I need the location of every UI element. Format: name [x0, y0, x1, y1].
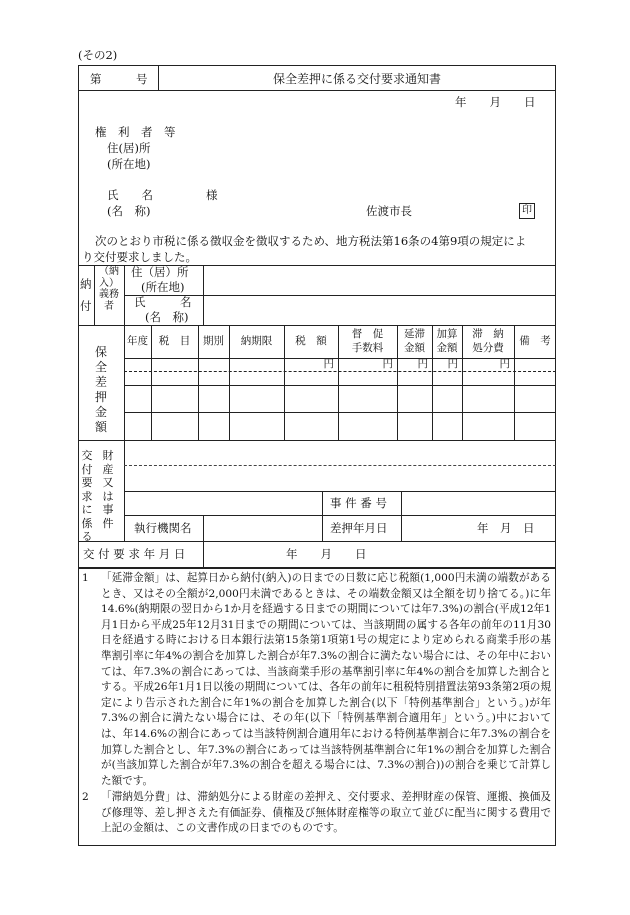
sender-name: 佐渡市長: [366, 204, 412, 218]
request-date-value: 年 月 日: [286, 547, 367, 561]
addressee-name-label: 氏 名: [107, 188, 153, 202]
col-dispo-2: 処分費: [472, 342, 504, 354]
intro-line-2: り交付要求しました。: [82, 250, 197, 264]
note-1-text: 「延滞金額」は、起算日から納付(納入)の日までの日数に応じ税額(1,000円未満の端数があるとき、又はその全額が2,000円未満であるときは、その端数金額又は全額を切り捨てる。)に年14.6%(納期限の翌日から1か月を経過する日までの期間については年7.3%)の割合(平成12年1月1日から平成25年12月31日までの期間については、当該期間の属する各年の前年の11月30日を経過する時における日本銀行法第15条第1項第1号の規定により定められる商業手形の基準割引率に年4%の割合を加算した割合が年7.3%の割合に満たない場合には、その年中においては、年7.3%の割合にあっては、当該商業手形の基準割引率に年4%の割合を加算した割合とする。平成26年1月1日以後の期間については、各年の前年に租税特別措置法第93条第2項の規定により告示された割合に年1%の割合を加算した割合(以下「特例基準割合」という。)が年7.3%の割合に満たない場合には、その年(以下「特例基準割合適用年」という。)中においては、年14.6%の割合にあっては当該特例割合適用年における特例基準割合に年7.3%の割合を加算した割合とし、年7.3%の割合にあっては当該特例基準割合に年1%の割合を加算した割合が(当該加算した割合が年7.3%の割合を超える場合には、7.3%の割合))の割合を乗じて計算した額です。: [101, 572, 551, 787]
note-2-mark: 2: [82, 791, 89, 803]
taxpayer-address-label: 住（居）所: [131, 265, 189, 279]
addressee-address-sub: (所在地): [107, 157, 151, 171]
col-tax-amount: 税 額: [295, 335, 327, 347]
unit-added: 円: [447, 358, 458, 370]
col-tax-item: 税 目: [158, 335, 191, 347]
col-due-date: 納期限: [240, 335, 273, 347]
addressee-label: 権 利 者 等: [95, 125, 176, 139]
unit-tax: 円: [323, 358, 334, 370]
document-title: 保全差押に係る交付要求通知書: [272, 72, 441, 86]
unit-delay: 円: [417, 358, 428, 370]
seizure-amount-label: 保全差押金額: [94, 345, 107, 434]
case-number-label: 事 件 番 号: [330, 496, 387, 510]
col-fee-1: 督 促: [351, 328, 384, 340]
col-delay-1: 延滞: [404, 328, 425, 340]
taxpayer-name-sub: (名 称): [145, 310, 189, 324]
taxpayer-name-label: 氏 名: [134, 295, 192, 309]
unit-fee: 円: [382, 358, 393, 370]
property-outer-label: 交付要求に係る: [81, 449, 93, 543]
form-number: (その2): [78, 48, 118, 62]
property-side-label: 財産又は事件: [102, 449, 114, 530]
addressee-name-sub: (名 称): [107, 204, 151, 218]
intro-line-1: 次のとおり市税に係る徴収金を徴収するため、地方税法第16条の4第9項の規定によ: [95, 234, 527, 248]
request-date-label: 交 付 要 求 年 月 日: [83, 547, 186, 561]
col-added-2: 金額: [436, 342, 458, 354]
taxpayer-inner-label: （納入）義務者: [99, 266, 119, 312]
col-remarks: 備 考: [519, 335, 551, 347]
col-fee-2: 手数料: [351, 342, 384, 354]
document-number-label: 第 号: [90, 72, 148, 86]
taxpayer-address-sub: (所在地): [141, 280, 185, 294]
col-fiscal-year: 年度: [127, 335, 148, 347]
col-period: 期別: [203, 335, 224, 347]
note-2-text: 「滞納処分費」は、滞納処分による財産の差押え、交付要求、差押財産の保管、運搬、換価及び修理等、差し押さえた有価証券、債権及び無体財産権等の取立て並びに配当に関する費用で上記の金額は、この文書作成の日までのものです。: [101, 791, 551, 835]
seizure-date-value: 年 月 日: [477, 521, 535, 535]
taxpayer-outer-label-2: 付: [80, 299, 92, 313]
issue-date: 年 月 日: [455, 95, 536, 109]
seizure-date-label: 差押年月日: [330, 521, 388, 535]
agency-label: 執行機関名: [134, 521, 192, 535]
col-dispo-1: 滞 納: [472, 328, 504, 340]
taxpayer-outer-label-1: 納: [80, 277, 92, 291]
addressee-honorific: 様: [206, 188, 218, 202]
note-1-mark: 1: [82, 572, 89, 584]
col-added-1: 加算: [436, 328, 458, 340]
col-delay-2: 金額: [404, 342, 425, 354]
seal-mark: 印: [519, 203, 535, 219]
addressee-address-label: 住(居)所: [107, 141, 151, 155]
unit-dispo: 円: [499, 358, 510, 370]
